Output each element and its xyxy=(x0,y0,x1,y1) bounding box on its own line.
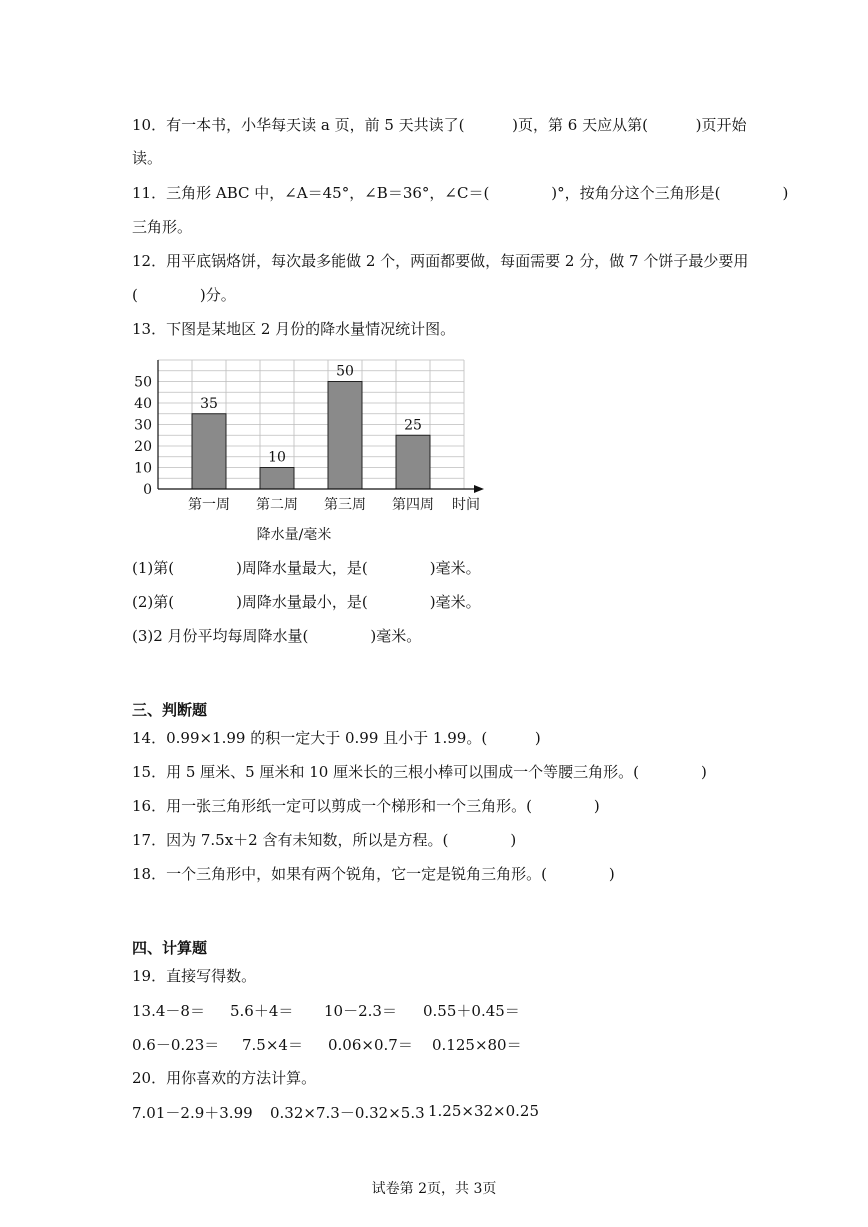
q11-line2: 三角形。 xyxy=(132,218,193,236)
bar-value-label: 50 xyxy=(336,363,354,380)
x-axis-label: 时间 xyxy=(452,497,480,513)
calc-item: 7.5×4＝ xyxy=(242,1036,303,1054)
y-tick-label: 50 xyxy=(134,374,152,391)
bar xyxy=(396,435,430,489)
q13-sub3: (3)2 月份平均每周降水量( )毫米。 xyxy=(132,627,422,645)
calc-item: 7.01－2.9＋3.99 xyxy=(132,1104,253,1122)
bar xyxy=(328,382,362,490)
calc-item: 13.4－8＝ xyxy=(132,1002,205,1020)
y-tick-label: 20 xyxy=(134,439,152,455)
calc-item: 0.55＋0.45＝ xyxy=(423,1002,520,1020)
y-tick-label: 10 xyxy=(134,460,152,477)
y-tick-label: 0 xyxy=(143,482,152,498)
q11-line1: 11．三角形 ABC 中，∠A＝45°，∠B＝36°，∠C＝( )°，按角分这个三角形是( ) xyxy=(132,184,789,202)
bar xyxy=(192,414,226,489)
q19-title: 19．直接写得数。 xyxy=(132,967,257,985)
bar-value-label: 35 xyxy=(200,395,218,412)
calc-item: 0.125×80＝ xyxy=(432,1036,522,1054)
x-axis-arrow xyxy=(474,485,484,493)
calc-item: 5.6＋4＝ xyxy=(230,1002,294,1020)
calc-item: 0.6－0.23＝ xyxy=(132,1036,220,1054)
q15: 15．用 5 厘米、5 厘米和 10 厘米长的三根小棒可以围成一个等腰三角形。( ) xyxy=(132,763,707,781)
q17: 17．因为 7.5x＋2 含有未知数，所以是方程。( ) xyxy=(132,831,517,849)
bar-value-label: 10 xyxy=(268,449,286,466)
x-tick-label: 第二周 xyxy=(256,497,298,513)
x-tick-label: 第四周 xyxy=(392,497,434,513)
bar-value-label: 25 xyxy=(404,417,422,434)
q13-sub1: (1)第( )周降水量最大，是( )毫米。 xyxy=(132,559,481,577)
y-tick-label: 40 xyxy=(134,396,152,412)
section3-title: 三、判断题 xyxy=(132,701,208,719)
calc-item: 1.25×32×0.25 xyxy=(428,1102,540,1120)
precipitation-bar-chart xyxy=(126,352,496,552)
q10-line1: 10．有一本书，小华每天读 a 页，前 5 天共读了( )页，第 6 天应从第( )页开始 xyxy=(132,116,747,134)
q16: 16．用一张三角形纸一定可以剪成一个梯形和一个三角形。( ) xyxy=(132,797,600,815)
section4-title: 四、计算题 xyxy=(132,939,208,957)
q18: 18．一个三角形中，如果有两个锐角，它一定是锐角三角形。( ) xyxy=(132,865,615,883)
q12-line2: ( )分。 xyxy=(132,286,236,304)
q10-line2: 读。 xyxy=(132,149,163,167)
q20-title: 20．用你喜欢的方法计算。 xyxy=(132,1069,317,1087)
page-footer: 试卷第 2页，共 3页 xyxy=(371,1181,497,1197)
bar xyxy=(260,468,294,490)
y-tick-label: 30 xyxy=(134,417,152,434)
calc-item: 0.06×0.7＝ xyxy=(328,1036,413,1054)
q13-sub2: (2)第( )周降水量最小，是( )毫米。 xyxy=(132,593,481,611)
calc-item: 10－2.3＝ xyxy=(324,1002,397,1020)
calc-item: 0.32×7.3－0.32×5.3 xyxy=(270,1104,425,1122)
x-tick-label: 第一周 xyxy=(188,497,230,513)
x-tick-label: 第三周 xyxy=(324,497,366,513)
chart-caption: 降水量/毫米 xyxy=(256,527,332,543)
q14: 14．0.99×1.99 的积一定大于 0.99 且小于 1.99。( ) xyxy=(132,729,541,747)
q12-line1: 12．用平底锅烙饼，每次最多能做 2 个，两面都要做，每面需要 2 分，做 7 个饼子最少要用 xyxy=(132,252,749,270)
q13-title: 13．下图是某地区 2 月份的降水量情况统计图。 xyxy=(132,320,456,338)
